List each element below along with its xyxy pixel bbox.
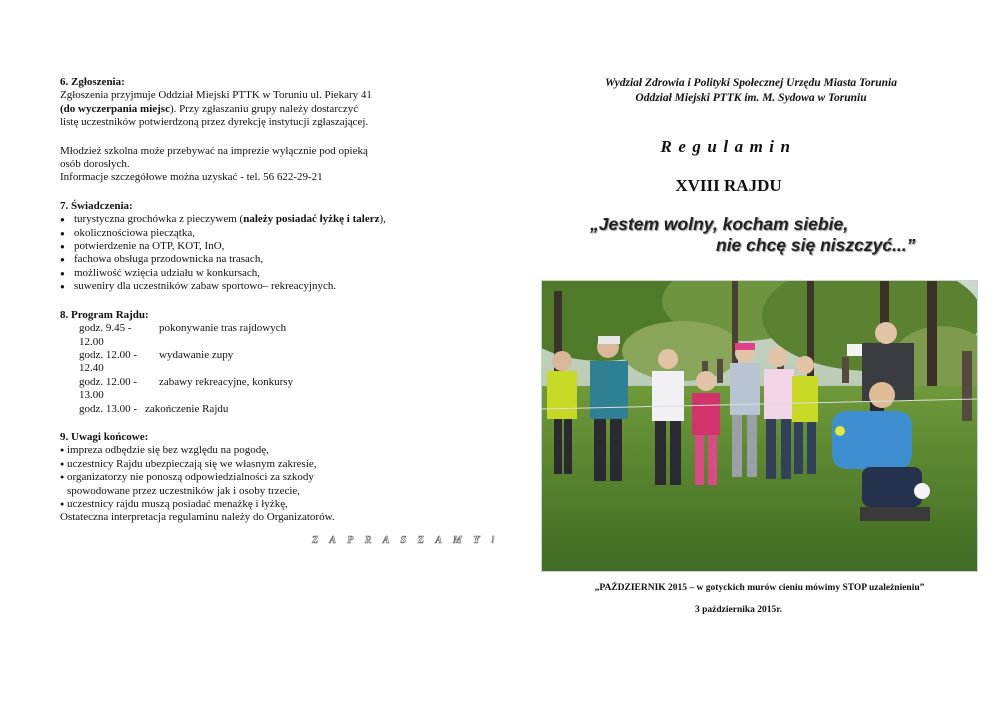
list-item — [60, 213, 430, 226]
program-row — [79, 403, 430, 416]
event-photo-illustration — [542, 281, 978, 572]
text-span: ). Przy zgłaszaniu grupy należy dostarczyć — [169, 102, 359, 115]
program-desc: wydawanie zupy — [159, 348, 234, 361]
section-title: 8. Program Rajdu: — [60, 308, 149, 321]
section-uwagi — [60, 431, 430, 525]
slogan — [590, 214, 915, 256]
slogan-line: nie chcę się niszczyć...” — [716, 235, 916, 255]
organizer-header — [541, 76, 961, 106]
list-item: ● okolicznościowa pieczątka, — [60, 227, 430, 240]
bold-text: (do wyczerpania miejsc — [60, 102, 170, 115]
section-program — [60, 309, 430, 416]
program-row — [79, 376, 430, 403]
list-item: ● organizatorzy nie ponoszą odpowiedzialności za szkody — [60, 471, 430, 484]
bullet-list — [60, 213, 430, 293]
list-item: ● możliwość wzięcia udziału w konkursach, — [60, 267, 430, 280]
text-span: turystyczna grochówka z pieczywem ( — [74, 213, 244, 226]
left-column — [60, 76, 430, 540]
program-desc: zakończenie Rajdu — [145, 402, 229, 415]
remarks-list — [60, 444, 430, 511]
header-line: Wydział Zdrowia i Polityki Społecznej Urzędu Miasta Torunia — [605, 77, 897, 89]
bold-text: należy posiadać łyżkę i talerz — [243, 213, 380, 226]
text-line: Młodzież szkolna może przebywać na imprezie wyłącznie pod opieką — [60, 144, 368, 157]
program-time: godz. 12.00 - 13.00 — [79, 375, 138, 402]
program-time: godz. 12.00 - 12.40 — [79, 348, 138, 375]
section-title: 7. Świadczenia: — [60, 199, 133, 212]
event-photo — [541, 280, 978, 572]
rally-title: XVIII RAJDU — [675, 176, 782, 195]
section-zgloszenia — [60, 76, 430, 130]
program-row — [79, 322, 430, 349]
event-caption: „PAŹDZIERNIK 2015 – w gotyckich murów cieniu mówimy STOP uzależnieniu” — [594, 583, 925, 593]
header-line: Oddział Miejski PTTK im. M. Sydowa w Toruniu — [635, 92, 867, 104]
slogan-line: „Jestem wolny, kocham siebie, — [590, 214, 849, 234]
list-item: ● impreza odbędzie się bez względu na pogodę, — [60, 444, 430, 457]
text-line: listę uczestników potwierdzoną przez dyrekcję instytucji zgłaszającej. — [60, 116, 369, 129]
text-line: Informacje szczegółowe można uzyskać - tel. 56 622-29-21 — [60, 171, 323, 184]
invitation-text: Z A P R A S Z A M Y ! — [312, 535, 500, 546]
event-date: 3 października 2015r. — [695, 605, 782, 615]
document-title: Regulamin — [660, 137, 797, 156]
section-mlodziez — [60, 145, 430, 185]
list-item: ● uczestnicy rajdu muszą posiadać menażkę i łyżkę, — [60, 498, 430, 511]
list-item-continuation: spowodowane przez uczestników jak i osoby trzecie, — [67, 484, 301, 497]
list-item: ● potwierdzenie na OTP, KOT, InO, — [60, 240, 430, 253]
program-row — [79, 349, 430, 376]
program-desc: zabawy rekreacyjne, konkursy — [159, 375, 294, 388]
list-item: ● fachowa obsługa przodownicka na trasach, — [60, 253, 430, 266]
final-note: Ostateczna interpretacja regulaminu należy do Organizatorów. — [60, 511, 335, 524]
program-time: godz. 9.45 - 12.00 — [79, 322, 132, 348]
text-span: ), — [379, 213, 386, 226]
section-swiadczenia — [60, 200, 430, 294]
text-line: osób dorosłych. — [60, 158, 130, 171]
section-title: 9. Uwagi końcowe: — [60, 430, 149, 443]
program-desc: pokonywanie tras rajdowych — [159, 322, 287, 335]
program-list — [60, 322, 430, 416]
text-line: Zgłoszenia przyjmuje Oddział Miejski PTTK w Toruniu ul. Piekary 41 — [60, 89, 372, 102]
text-line — [60, 103, 430, 116]
list-item: ● uczestnicy Rajdu ubezpieczają się we własnym zakresie, — [60, 458, 430, 471]
section-title: 6. Zgłoszenia: — [60, 76, 125, 88]
program-time: godz. 13.00 - — [79, 402, 138, 415]
list-item: ● suweniry dla uczestników zabaw sportowo– rekreacyjnych. — [60, 280, 430, 293]
